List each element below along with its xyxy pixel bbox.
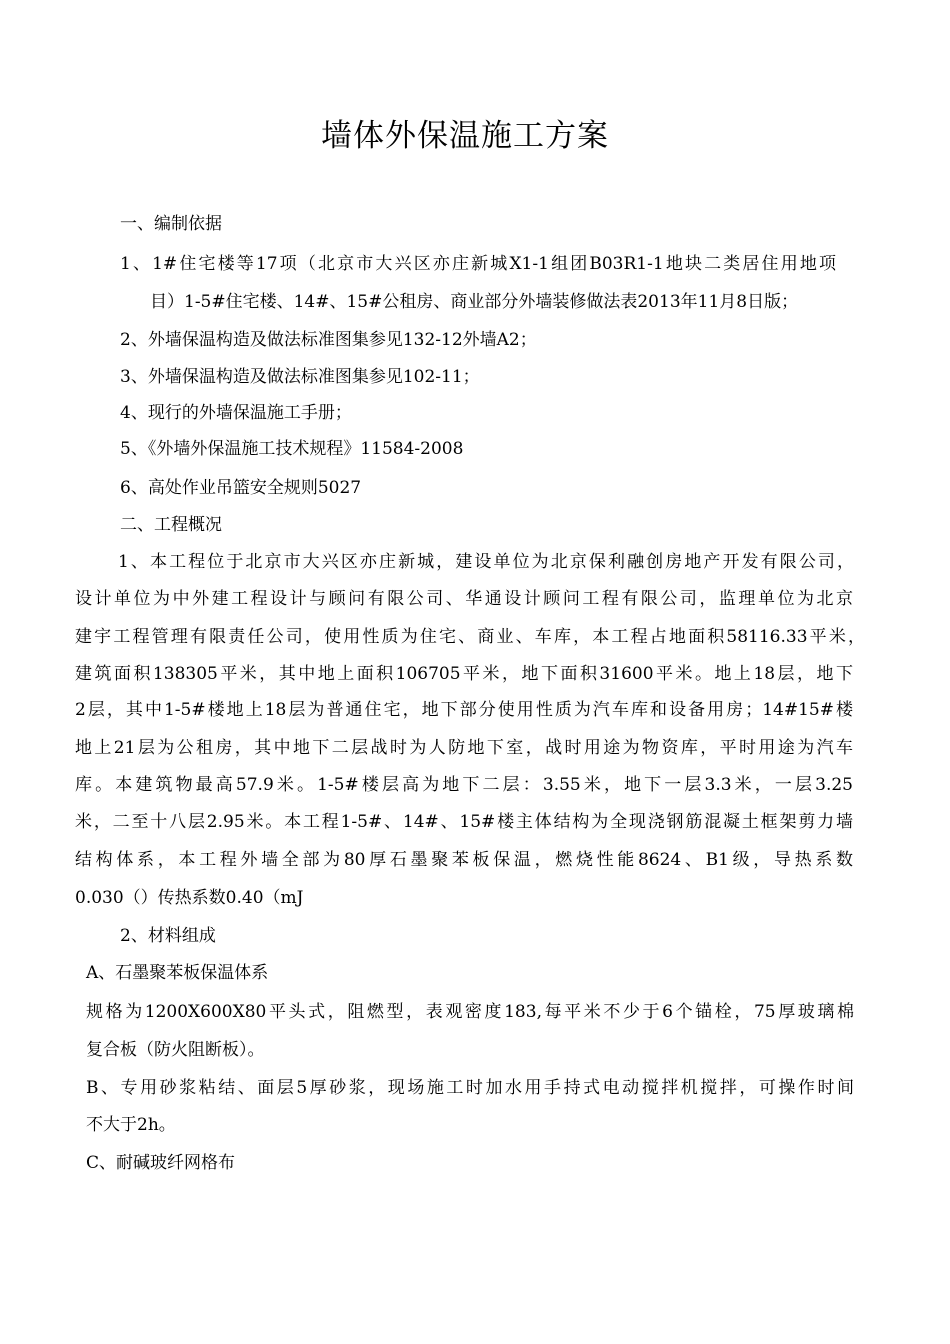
overview-line: 建筑面积138305平米，其中地上面积106705平米，地下面积31600平米。地上18层，地下 — [75, 664, 853, 684]
overview-line: 结构体系，本工程外墙全部为80厚石墨聚苯板保温，燃烧性能8624、B1级，导热系数 — [75, 850, 853, 870]
overview-line: 建宇工程管理有限责任公司，使用性质为住宅、商业、车库，本工程占地面积58116.33平米， — [75, 627, 865, 647]
overview-line: 2层，其中1-5#楼地上18层为普通住宅，地下部分使用性质为汽车库和设备用房；14#15#楼 — [75, 700, 853, 720]
section-heading-basis: 一、编制依据 — [120, 214, 222, 234]
section-heading-overview: 二、工程概况 — [120, 515, 222, 535]
overview-line: 米，二至十八层2.95米。本工程1-5#、14#、15#楼主体结构为全现浇钢筋混凝土框架剪力墙 — [75, 812, 853, 832]
material-b: B、专用砂浆粘结、面层5厚砂浆，现场施工时加水用手持式电动搅拌机搅拌，可操作时间 — [86, 1078, 854, 1098]
materials-heading: 2、材料组成 — [120, 926, 216, 946]
overview-line: 设计单位为中外建工程设计与顾问有限公司、华通设计顾问工程有限公司，监理单位为北京 — [75, 589, 853, 609]
basis-item-3: 3、外墙保温构造及做法标准图集参见102-11； — [120, 367, 480, 387]
overview-line: 库。本建筑物最高57.9米。1-5#楼层高为地下二层：3.55米，地下一层3.3米，一层3.25 — [75, 775, 853, 795]
material-a-heading: A、石墨聚苯板保温体系 — [86, 963, 269, 983]
overview-line: 1、本工程位于北京市大兴区亦庄新城，建设单位为北京保利融创房地产开发有限公司， — [118, 552, 854, 572]
material-c-heading: C、耐碱玻纤网格布 — [86, 1153, 236, 1173]
material-a-spec: 规格为1200X600X80平头式，阻燃型，表观密度183,每平米不少于6个锚栓，75厚玻璃棉 — [86, 1002, 854, 1022]
page-title: 墙体外保温施工方案 — [321, 118, 609, 154]
basis-item-6: 6、高处作业吊篮安全规则5027 — [120, 478, 362, 498]
material-b-cont: 不大于2h。 — [86, 1115, 176, 1135]
overview-line: 0.030（）传热系数0.40（mJ — [75, 888, 304, 908]
overview-line: 地上21层为公租房，其中地下二层战时为人防地下室，战时用途为物资库，平时用途为汽车 — [75, 738, 853, 758]
material-a-spec-cont: 复合板（防火阻断板）。 — [86, 1040, 265, 1060]
basis-item-1: 1、1#住宅楼等17项（北京市大兴区亦庄新城X1-1组团B03R1-1地块二类居住用地项 — [120, 254, 836, 274]
basis-item-2: 2、外墙保温构造及做法标准图集参见132-12外墙A2； — [120, 330, 537, 350]
basis-item-5: 5、《外墙外保温施工技术规程》11584-2008 — [120, 439, 464, 459]
basis-item-1-cont: 目）1-5#住宅楼、14#、15#公租房、商业部分外墙装修做法表2013年11月8日版； — [150, 292, 799, 312]
basis-item-4: 4、现行的外墙保温施工手册； — [120, 403, 352, 423]
